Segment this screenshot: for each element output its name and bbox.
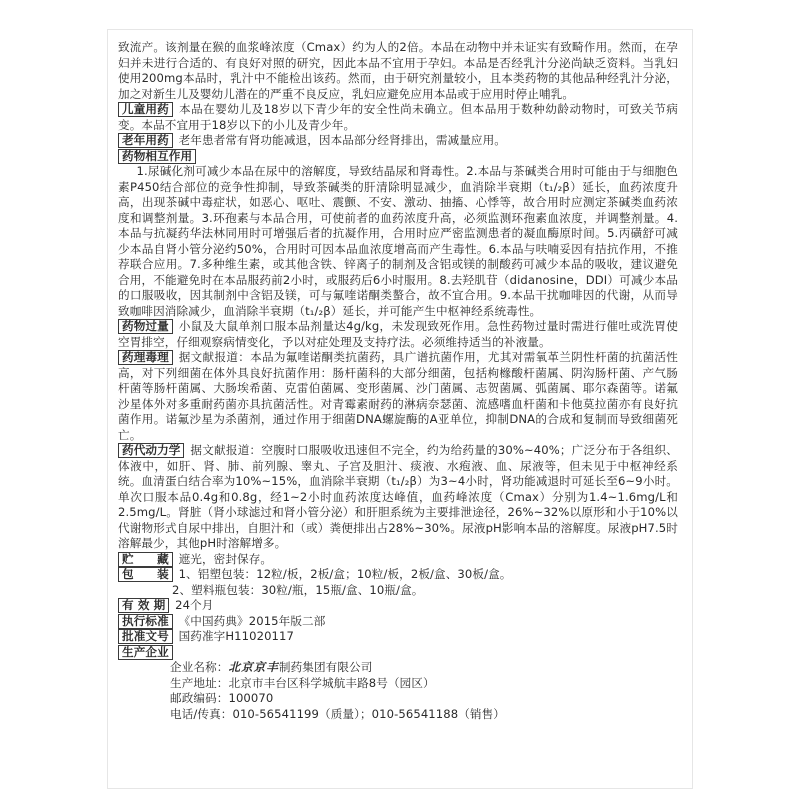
company-name-rest: 制药集团有限公司	[278, 660, 373, 674]
address-text: 北京市丰台区科学城航丰路8号（园区）	[228, 675, 435, 690]
postcode-label: 邮政编码：	[170, 691, 229, 705]
phone-text: 010-56541199（质量）；010-56541188（销售）	[232, 706, 505, 721]
interactions-text: 1.尿碱化剂可减少本品在尿中的溶解度，导致结晶尿和肾毒性。2.本品与茶碱类合用时可能由于与细胞色素P450结合部位的竞争性抑制，导致茶碱类的肝清除明显减少，血消除半衰期（t₁/₂β）延长，血药浓度升高，出现茶碱中毒症状，如恶心、呕吐、震颤、不安、激动、抽搐、心悸等，故合用时应测定茶碱类血药浓度和调整剂量。3.环孢素与本品合用，可使前者的血药浓度升高，必须监测环孢素血浓度，并调整剂量。4.本品与抗凝药华法林同用时可增强后者的抗凝作用，合用时应严密监测患者的凝血酶原时间。5.丙磺舒可减少本品自肾小管分泌约50%，合用时可因本品血浓度增高而产生毒性。6.本品与呋喃妥因有拮抗作用，不推荐联合应用。7.多种维生素，或其他含铁、锌离子的制剂及含铝或镁的制酸药可减少本品的吸收，建议避免合用，不能避免时在本品服药前2小时，或服药后6小时服用。8.去羟肌苷（didanosine，DDI）可减少本品的口服吸收，因其制剂中含铝及镁，可与氟喹诺酮类螯合，故不宜合用。9.本品干扰咖啡因的代谢，从而导致咖啡因消除减少，血消除半衰期（t₁/₂β）延长，并可能产生中枢神经系统毒性。	[118, 164, 678, 318]
phone-row	[118, 707, 678, 723]
elderly-label: 老年用药	[118, 133, 173, 148]
company-logo-text: 北京京丰	[228, 660, 279, 674]
package-label: 包 装	[118, 567, 173, 582]
children-section	[118, 102, 678, 133]
pregnancy-lactation-text: 致流产。该剂量在猴的血浆峰浓度（Cmax）约为人的2倍。本品在动物中并未证实有致畸作用。然而，在孕妇并未进行合适的、有良好对照的研究，因此本品不宜用于孕妇。本品是否经乳汁分泌尚缺乏资料。当乳妇使用200mg本品时，乳汁中不能检出该药。然而，由于研究剂量较小，且本类药物的其他品种经乳汁分泌，加之对新生儿及婴幼儿潜在的严重不良反应，乳妇应避免应用本品或于应用时停止哺乳。	[118, 40, 678, 101]
pharmtox-section	[118, 350, 678, 443]
overdose-text: 小鼠及大鼠单剂口服本品剂量达4g/kg，未发现致死作用。急性药物过量时需进行催吐或洗胃使空胃排空，仔细观察病情变化，予以对症处理及支持疗法。必须维持适当的补液量。	[118, 319, 678, 349]
storage-label: 贮 藏	[118, 552, 173, 567]
phone-label: 电话/传真：	[170, 706, 233, 721]
address-label: 生产地址：	[170, 675, 229, 690]
storage-section	[118, 552, 678, 568]
interactions-label: 药物相互作用	[118, 149, 196, 164]
pharmkin-section	[118, 443, 678, 552]
pharmkin-text: 据文献报道：空腹时口服吸收迅速但不完全，约为给药量的30%~40%；广泛分布于各组织、体液中，如肝、肾、肺、前列腺、睾丸、子宫及胆汁、痰液、水疱液、血、尿液等，但未见于中枢神经系统。血清蛋白结合率为10%~15%，血消除半衰期（t₁/₂β）为3~4小时，肾功能减退时可延长至6~9小时。单次口服本品0.4g和0.8g，经1~2小时血药浓度达峰值，血药峰浓度（Cmax）分别为1.4~1.6mg/L和2.5mg/L。肾脏（肾小球滤过和肾小管分泌）和肝胆系统为主要排泄途径，26%~32%以原形和小于10%以代谢物形式自尿中排出，自胆汁和（或）粪便排出占28%~30%。尿液pH影响本品的溶解度。尿液pH7.5时溶解最少，其他pH时溶解增多。	[118, 443, 678, 550]
manufacturer-label: 生产企业	[118, 645, 173, 660]
elderly-text: 老年患者常有肾功能减退，因本品部分经肾排出，需减量应用。	[178, 133, 507, 147]
package-section	[118, 567, 678, 583]
interactions-header	[118, 149, 678, 165]
pharmtox-label: 药理毒理	[118, 350, 173, 365]
standard-section	[118, 614, 678, 630]
standard-text: 《中国药典》2015年版二部	[178, 613, 326, 628]
company-name-label: 企业名称：	[170, 660, 229, 674]
postcode-row	[118, 691, 678, 707]
overdose-label: 药物过量	[118, 319, 173, 334]
validity-section	[118, 598, 678, 614]
approval-label: 批准文号	[118, 629, 173, 644]
package-line-1: 1、铝塑包装：12粒/板，2板/盒；10粒/板，2板/盒、30板/盒。	[178, 567, 512, 581]
company-name-row	[118, 660, 678, 676]
package-line-2: 2、塑料瓶包装：30粒/瓶，15瓶/盒、10瓶/盒。	[172, 582, 424, 597]
approval-text: 国药准字H11020117	[178, 629, 294, 643]
address-row	[118, 676, 678, 692]
overdose-section	[118, 319, 678, 350]
pharmkin-label: 药代动力学	[118, 443, 184, 458]
manufacturer-header	[118, 645, 678, 661]
validity-label: 有 效 期	[118, 598, 169, 613]
leaflet-content	[118, 40, 678, 722]
postcode-text: 100070	[228, 691, 274, 705]
children-text: 本品在婴幼儿及18岁以下青少年的安全性尚未确立。但本品用于数种幼龄动物时，可致关节病变。本品不宜用于18岁以下的小儿及青少年。	[118, 102, 678, 132]
standard-label: 执行标准	[118, 614, 173, 629]
validity-text: 24个月	[175, 598, 214, 612]
pharmtox-text: 据文献报道：本品为氟喹诺酮类抗菌药，具广谱抗菌作用，尤其对需氧革兰阴性杆菌的抗菌活性高，对下列细菌在体外具良好抗菌作用：肠杆菌科的大部分细菌，包括枸橼酸杆菌属、阴沟肠杆菌、产气肠杆菌等肠杆菌属、大肠埃希菌、克雷伯菌属、变形菌属、沙门菌属、志贺菌属、弧菌属、耶尔森菌等。诺氟沙星体外对多重耐药菌亦具抗菌活性。对青霉素耐药的淋病奈瑟菌、流感嗜血杆菌和卡他莫拉菌亦有良好抗菌作用。诺氟沙星为杀菌剂，通过作用于细菌DNA螺旋酶的A亚单位，抑制DNA的合成和复制而导致细菌死亡。	[118, 350, 678, 442]
approval-section	[118, 629, 678, 645]
children-label: 儿童用药	[118, 102, 173, 117]
elderly-section	[118, 133, 678, 149]
storage-text: 遮光，密封保存。	[178, 551, 273, 566]
